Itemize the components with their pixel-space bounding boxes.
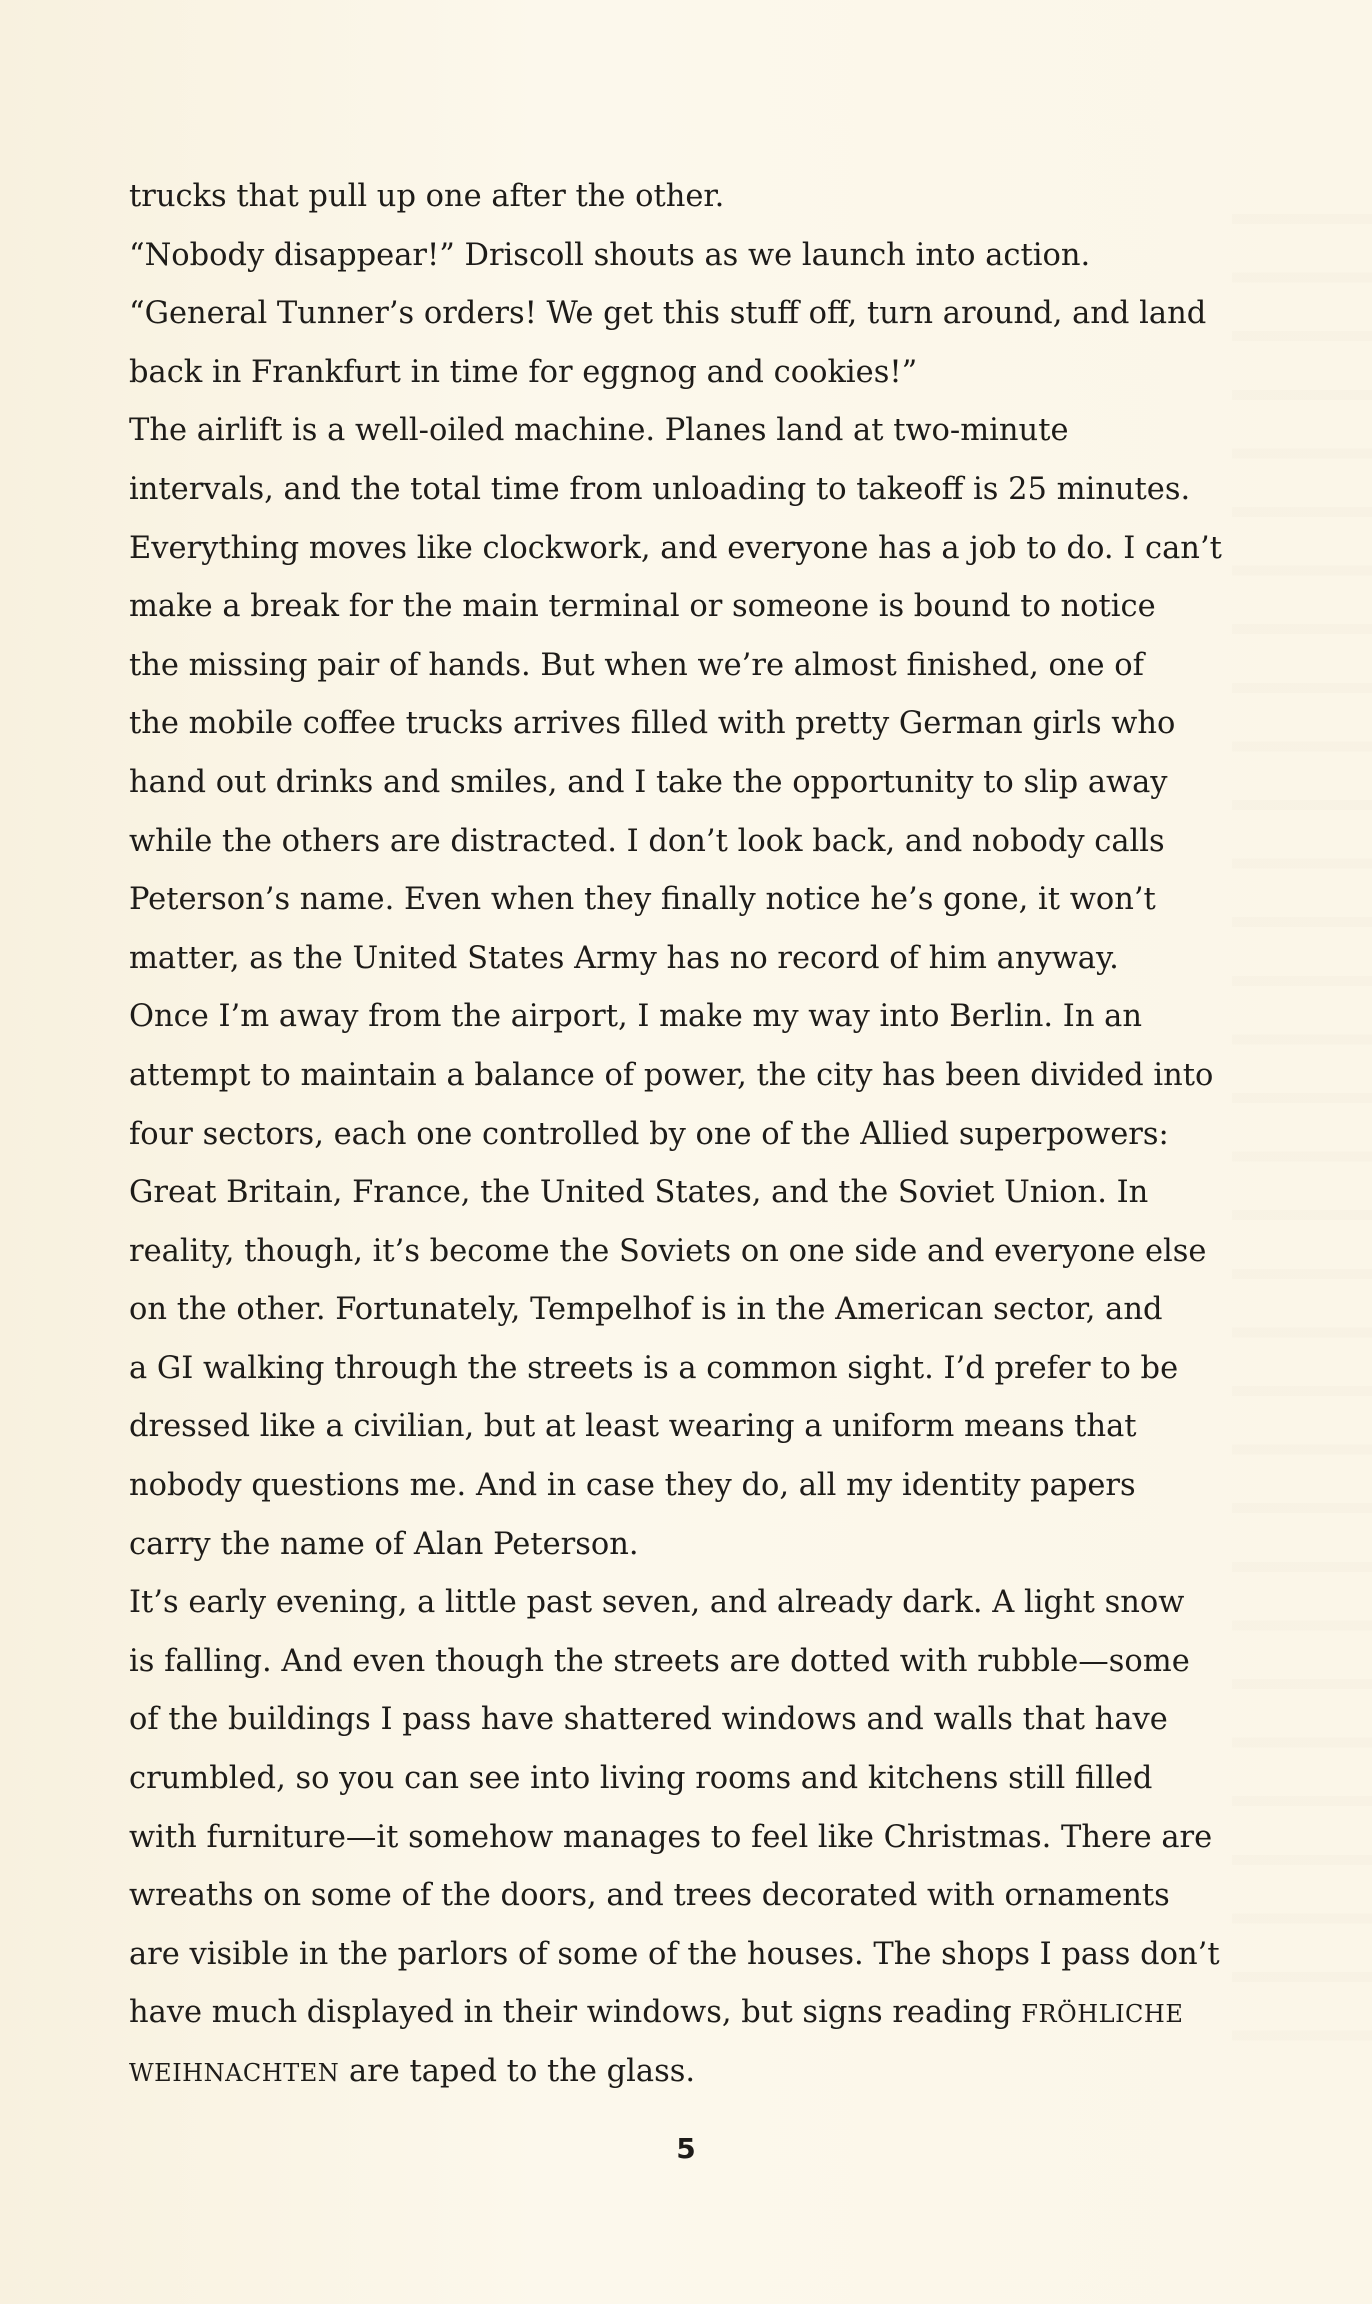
text-line: while the others are distracted. I don’t look back, and nobody calls xyxy=(129,823,1165,859)
text-line: hand out drinks and smiles, and I take the opportunity to slip away xyxy=(129,764,1168,800)
text-line: matter, as the United States Army has no record of him anyway. xyxy=(129,940,1119,976)
text-line: nobody questions me. And in case they do, all my identity papers xyxy=(129,1468,1136,1504)
smallcaps-text: FRÖHLICHE xyxy=(1021,2000,1184,2029)
text-line: of the buildings I pass have shattered windows and walls that have xyxy=(129,1702,1168,1738)
text-line: Great Britain, France, the United States, and the Soviet Union. In xyxy=(129,1175,1149,1211)
smallcaps-text: WEIHNACHTEN xyxy=(129,2059,340,2087)
text-line xyxy=(129,2043,1299,2102)
text-line: on the other. Fortunately, Tempelhof is in the American sector, and xyxy=(129,1292,1163,1328)
text-line: The airlift is a well-oiled machine. Planes land at two-minute xyxy=(129,413,1069,449)
text-line: four sectors, each one controlled by one of the Allied superpowers: xyxy=(129,1116,1169,1152)
text-line: It’s early evening, a little past seven, and already dark. A light snow xyxy=(129,1585,1185,1621)
text-line: Peterson’s name. Even when they finally notice he’s gone, it won’t xyxy=(129,882,1156,918)
text-line: back in Frankfurt in time for eggnog and cookies!” xyxy=(129,354,918,390)
text-line: make a break for the main terminal or someone is bound to notice xyxy=(129,589,1156,625)
text-line: reality, though, it’s become the Soviets on one side and everyone else xyxy=(129,1233,1207,1269)
text-line: the missing pair of hands. But when we’re almost finished, one of xyxy=(129,647,1144,683)
text-line: are visible in the parlors of some of the houses. The shops I pass don’t xyxy=(129,1936,1220,1972)
text-line: the mobile coffee trucks arrives filled with pretty German girls who xyxy=(129,706,1176,742)
text-line: trucks that pull up one after the other. xyxy=(129,179,725,214)
body-text xyxy=(129,168,1299,2102)
text-line xyxy=(129,1984,1299,2043)
page-number: 5 xyxy=(676,2132,696,2165)
text-line: “General Tunner’s orders! We get this stuff off, turn around, and land xyxy=(129,296,1207,332)
text-run: have much displayed in their windows, but signs reading xyxy=(129,1995,1022,2031)
text-line: carry the name of Alan Peterson. xyxy=(129,1526,639,1562)
text-line: wreaths on some of the doors, and trees decorated with ornaments xyxy=(129,1878,1170,1914)
text-line: dressed like a civilian, but at least wearing a uniform means that xyxy=(129,1409,1137,1445)
text-line: attempt to maintain a balance of power, the city has been divided into xyxy=(129,1057,1214,1093)
text-line: a GI walking through the streets is a common sight. I’d prefer to be xyxy=(129,1350,1179,1386)
text-line: “Nobody disappear!” Driscoll shouts as we launch into action. xyxy=(129,237,1091,273)
text-line: Once I’m away from the airport, I make my way into Berlin. In an xyxy=(129,999,1143,1035)
text-line: crumbled, so you can see into living rooms and kitchens still filled xyxy=(129,1761,1153,1797)
text-line: with furniture—it somehow manages to feel like Christmas. There are xyxy=(129,1819,1213,1855)
text-line: intervals, and the total time from unloading to takeoff is 25 minutes. xyxy=(129,471,1191,507)
text-run: are taped to the glass. xyxy=(339,2054,696,2089)
text-line: is falling. And even though the streets are dotted with rubble—some xyxy=(129,1643,1190,1679)
text-line: Everything moves like clockwork, and everyone has a job to do. I can’t xyxy=(129,530,1222,566)
